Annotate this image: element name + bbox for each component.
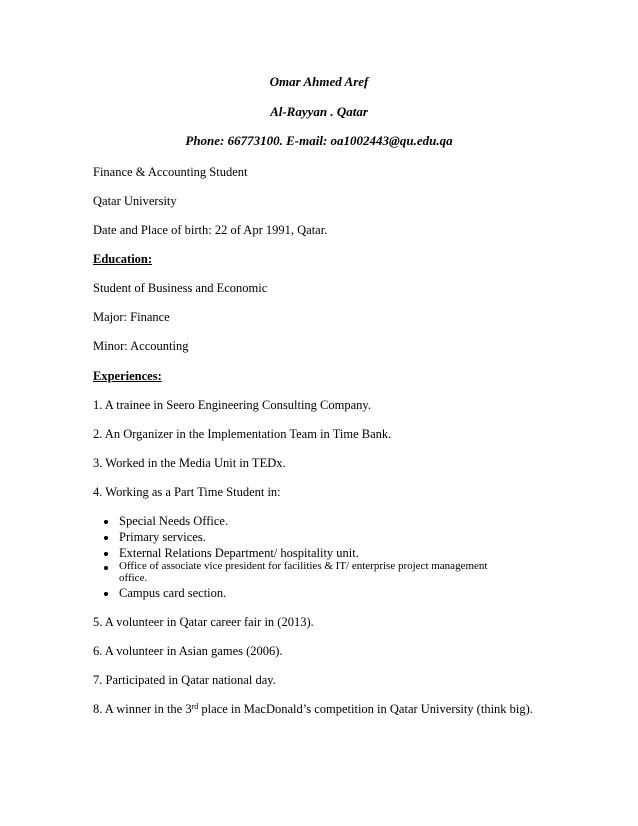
bullet-item: Primary services. [119,530,206,544]
experience-text: place in MacDonald’s competition in Qatar University (think big). [198,702,533,716]
profile-birth: Date and Place of birth: 22 of Apr 1991, Qatar. [93,223,328,237]
bullet-item: Special Needs Office. [119,514,229,528]
education-school: Student of Business and Economic [93,281,268,295]
experience-item: 5. A volunteer in Qatar career fair in (2013). [93,615,314,629]
resume-contact: Phone: 66773100. E-mail: oa1002443@qu.edu.qa [185,133,453,148]
education-minor: Minor: Accounting [93,339,189,353]
ordinal-suffix: rd [191,702,199,711]
resume-location: Al-Rayyan . Qatar [270,104,368,119]
experience-item: 7. Participated in Qatar national day. [93,673,276,687]
bullet-item-continuation: office. [119,572,148,584]
experiences-heading: Experiences: [93,369,162,383]
experience-item: 4. Working as a Part Time Student in: [93,485,281,499]
bullet-dot [104,566,108,570]
experience-item: 2. An Organizer in the Implementation Team in Time Bank. [93,427,392,441]
profile-university: Qatar University [93,194,177,208]
bullet-dot [104,536,108,540]
bullet-item: Office of associate vice president for facilities & IT/ enterprise project management [119,560,488,572]
bullet-item: External Relations Department/ hospitality unit. [119,546,359,560]
bullet-dot [104,552,108,556]
education-heading: Education: [93,252,153,266]
experience-item: 6. A volunteer in Asian games (2006). [93,644,283,658]
experience-item [93,701,533,717]
resume-name: Omar Ahmed Aref [269,74,369,89]
bullet-dot [104,592,108,596]
bullet-item: Campus card section. [119,586,227,600]
experience-text: 8. A winner in the 3 [93,702,192,716]
education-major: Major: Finance [93,310,170,324]
experience-item: 1. A trainee in Seero Engineering Consulting Company. [93,398,371,412]
bullet-dot [104,520,108,524]
experience-item: 3. Worked in the Media Unit in TEDx. [93,456,286,470]
profile-title: Finance & Accounting Student [93,165,248,179]
